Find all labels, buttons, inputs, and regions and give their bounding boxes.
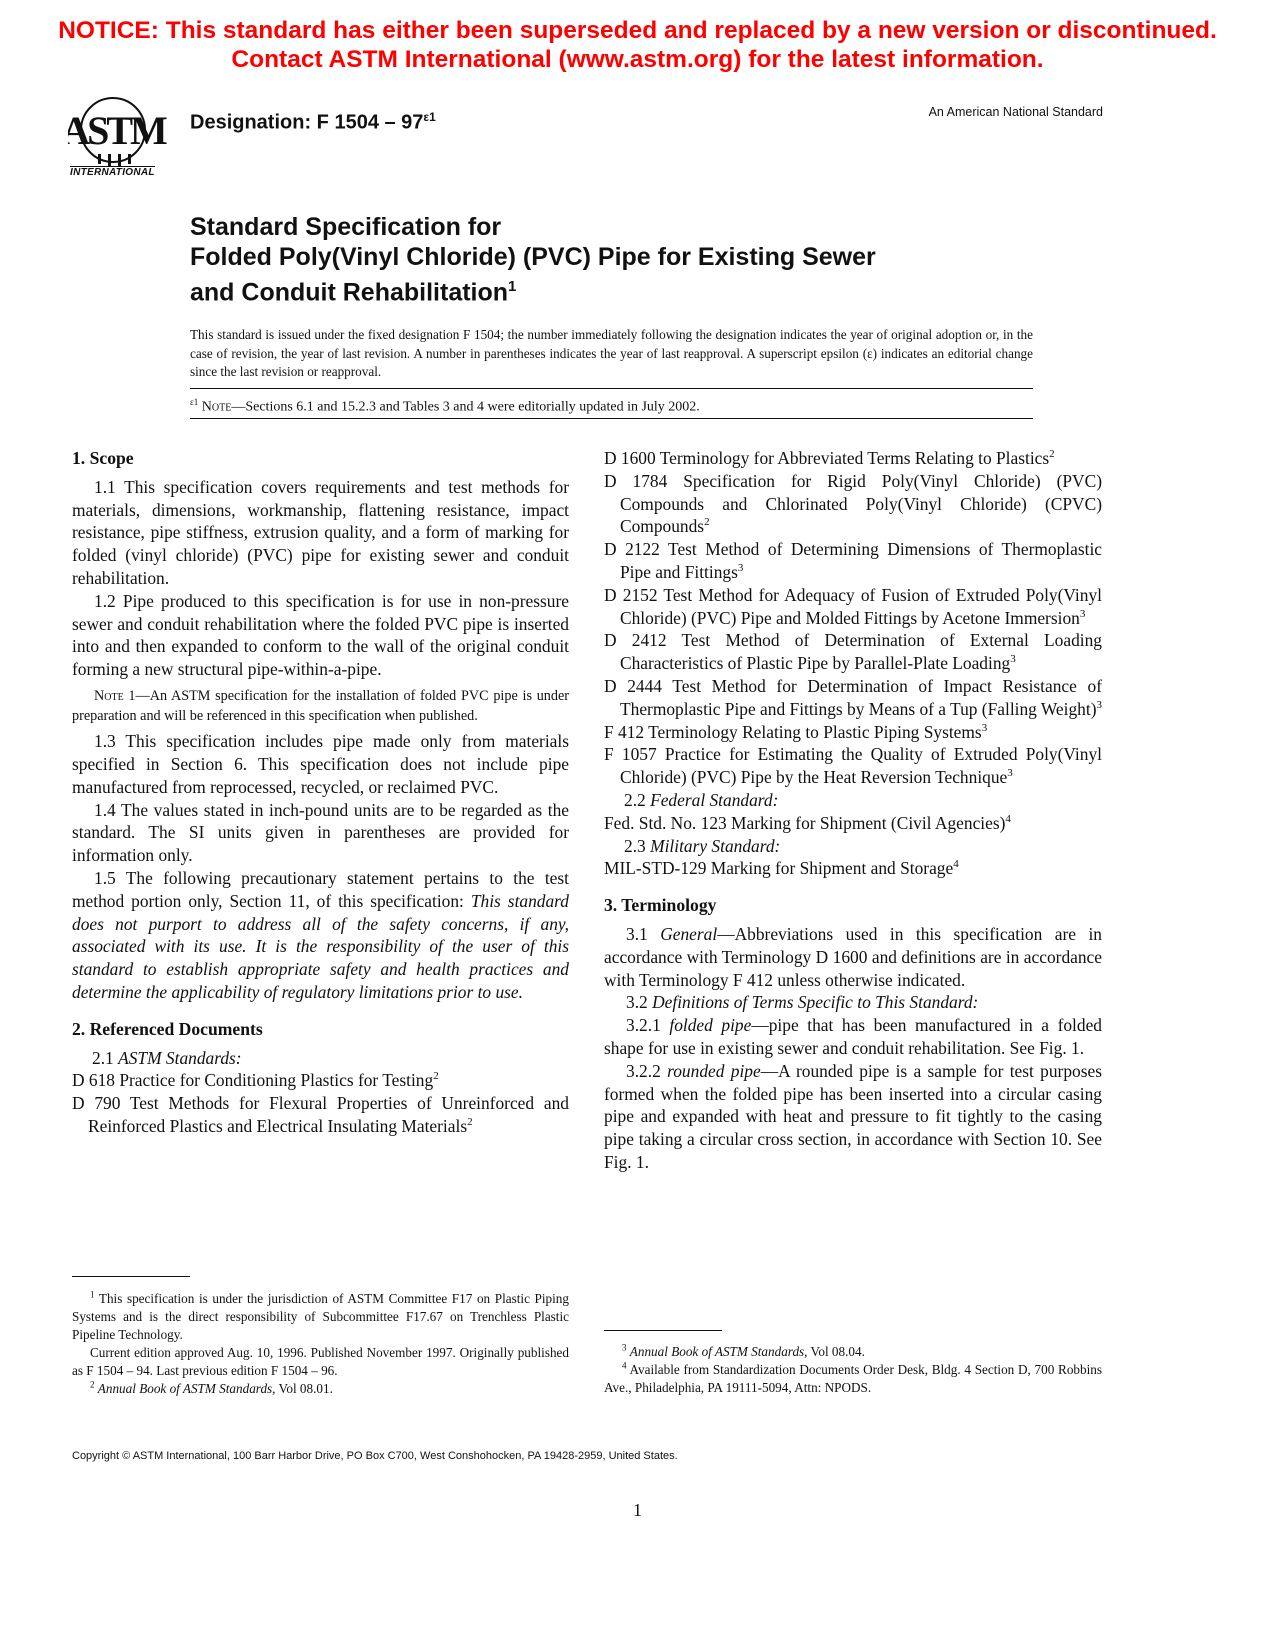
right-column	[604, 447, 1102, 1174]
reference-fed-std: Fed. Std. No. 123 Marking for Shipment (Civil Agencies)$^4$	[604, 812, 1011, 833]
reference-d2122: D 2122 Test Method of Determining Dimensions of Thermoplastic Pipe and Fittings$^3$	[604, 539, 1102, 582]
footnote-4: $^4$ Available from Standardization Documents Order Desk, Bldg. 4 Section D, 700 Robbins Ave., Philadelphia, PA 19111-5094, Attn: NPODS.	[604, 1360, 1102, 1395]
paragraph-1-1: 1.1 This specification covers requirements and test methods for materials, dimensions, workmanship, flattening resistance, impact resistance, pipe stiffness, extrusion quality, and a form of marking for folded (vinyl chloride) (PVC) pipe for existing sewer and conduit rehabilitation.	[72, 476, 569, 588]
paragraph-1-2: 1.2 Pipe produced to this specification is for use in non-pressure sewer and conduit rehabilitation where the folded PVC pipe is inserted into and then expanded to conform to the wall of the original conduit forming a new structural pipe-within-a-pipe.	[72, 590, 569, 680]
paragraph-3-1: 3.1 General—Abbreviations used in this specification are in accordance with Terminology D 1600 and definitions are in accordance with Terminology F 412 unless otherwise indicated.	[604, 923, 1102, 990]
paragraph-1-3: 1.3 This specification includes pipe made only from materials specified in Section 6. This specification does not include pipe manufactured from reprocessed, recycled, or reclaimed PVC.	[72, 731, 569, 797]
footnote-rule	[72, 1276, 190, 1277]
american-national-standard: An American National Standard	[928, 105, 1103, 119]
subsection-2-3: 2.3 Military Standard:	[624, 835, 781, 856]
footnote-2: $^2$ Annual Book of ASTM Standards, Vol 08.01.	[90, 1379, 333, 1396]
reference-d618: D 618 Practice for Conditioning Plastics for Testing$^2$	[72, 1070, 439, 1091]
logo-international-text: INTERNATIONAL	[70, 167, 155, 178]
paragraph-3-2-1: 3.2.1 folded pipe—pipe that has been manufactured in a folded shape for use in existing sewer and conduit rehabilitation. See Fig. 1.	[604, 1015, 1102, 1058]
footnote-1-continued: Current edition approved Aug. 10, 1996. Published November 1997. Originally published as F 1504 – 94. Last previous edition F 1504 – 96.	[72, 1345, 569, 1378]
title-line-2: Folded Poly(Vinyl Chloride) (PVC) Pipe for Existing Sewer	[190, 243, 876, 271]
paragraph-3-2-2: 3.2.2 rounded pipe—A rounded pipe is a sample for test purposes formed when the folded pipe has been inserted into a circular casing pipe and expanded with heat and pressure to fit tightly to the casing pipe taking a circular cross section, in accordance with Section 10. See Fig. 1.	[604, 1060, 1102, 1172]
title-line-1: Standard Specification for	[190, 213, 502, 241]
footnote-3: $^3$ Annual Book of ASTM Standards, Vol 08.04.	[622, 1342, 865, 1359]
epsilon-note: $^{\varepsilon 1}$ Note—Sections 6.1 and 15.2.3 and Tables 3 and 4 were editorially updated in July 2002.	[190, 397, 700, 415]
issued-statement: This standard is issued under the fixed designation F 1504; the number immediately following the designation indicates the year of original adoption or, in the case of revision, the year of last revision. A number in parentheses indicates the year of last reapproval. A superscript epsilon (ε) indicates an editorial change since the last revision or reapproval.	[190, 327, 1033, 379]
subsection-2-2: 2.2 Federal Standard:	[624, 789, 779, 810]
paragraph-1-4: 1.4 The values stated in inch-pound units are to be regarded as the standard. The SI units given in parentheses are provided for information only.	[72, 799, 569, 866]
document-title	[190, 212, 876, 307]
page-number: 1	[633, 1500, 642, 1520]
title-line-3: and Conduit Rehabilitation$^1$	[190, 278, 517, 307]
reference-d790: D 790 Test Methods for Flexural Properties of Unreinforced and Reinforced Plastics and Electrical Insulating Materials$^2$	[72, 1093, 569, 1136]
astm-logo	[68, 92, 174, 184]
section-heading-referenced-documents: 2. Referenced Documents	[72, 1018, 263, 1039]
notice-line-2: Contact ASTM International (www.astm.org) for the latest information.	[231, 46, 1044, 73]
left-footnotes	[72, 1290, 569, 1398]
paragraph-1-5: 1.5 The following precautionary statement pertains to the test method portion only, Section 11, of this specification: This standard does not purport to address all of the safety concerns, if any, associated with its use. It is the responsibility of the user of this standard to establish appropriate safety and health practices and determine the applicability of regulatory limitations prior to use.	[72, 867, 569, 1002]
designation-text: Designation: F 1504 – 97	[190, 111, 424, 134]
svg-text:ASTM: ASTM	[68, 108, 165, 153]
reference-d2444: D 2444 Test Method for Determination of Impact Resistance of Thermoplastic Pipe and Fittings by Means of a Tup (Falling Weight)$^3$	[604, 675, 1102, 719]
reference-d1784: D 1784 Specification for Rigid Poly(Vinyl Chloride) (PVC) Compounds and Chlorinated Poly(Vinyl Chloride) (CPVC) Compounds$^2$	[604, 470, 1102, 537]
copyright-line: Copyright © ASTM International, 100 Barr Harbor Drive, PO Box C700, West Conshohocken, PA 19428-2959, United States.	[72, 1450, 678, 1462]
divider	[190, 388, 1033, 389]
reference-f412: F 412 Terminology Relating to Plastic Piping Systems$^3$	[604, 721, 988, 742]
divider	[190, 418, 1033, 419]
note-1: Note 1—An ASTM specification for the installation of folded PVC pipe is under preparation and will be referenced in this specification when published.	[72, 687, 569, 724]
superseded-notice	[0, 16, 1275, 74]
right-footnotes	[604, 1343, 1102, 1397]
reference-d2152: D 2152 Test Method for Adequacy of Fusion of Extruded Poly(Vinyl Chloride) (PVC) Pipe and Molded Fittings by Acetone Immersion$^3$	[604, 584, 1102, 628]
notice-line-1: NOTICE: This standard has either been superseded and replaced by a new version or discontinued.	[58, 17, 1217, 44]
subsection-2-1: 2.1 ASTM Standards:	[92, 1047, 242, 1068]
reference-f1057: F 1057 Practice for Estimating the Quality of Extruded Poly(Vinyl Chloride) (PVC) Pipe by the Heat Reversion Technique$^3$	[604, 744, 1102, 788]
designation	[190, 110, 436, 135]
reference-d1600: D 1600 Terminology for Abbreviated Terms Relating to Plastics$^2$	[604, 448, 1055, 468]
section-heading-terminology: 3. Terminology	[604, 895, 717, 916]
footnote-1: $^1$ This specification is under the jurisdiction of ASTM Committee F17 on Plastic Piping Systems and is the direct responsibility of Subcommittee F17.67 on Trenchless Plastic Pipeline Technology.	[72, 1289, 569, 1342]
designation-sup: ε1	[423, 110, 436, 124]
reference-mil-std: MIL-STD-129 Marking for Shipment and Storage$^4$	[604, 858, 959, 879]
reference-d2412: D 2412 Test Method of Determination of External Loading Characteristics of Plastic Pipe by Parallel-Plate Loading$^3$	[604, 630, 1102, 674]
left-column	[72, 447, 569, 1138]
paragraph-3-2: 3.2 Definitions of Terms Specific to This Standard:	[626, 992, 979, 1013]
footnote-rule	[604, 1330, 722, 1331]
section-heading-scope: 1. Scope	[72, 448, 134, 468]
